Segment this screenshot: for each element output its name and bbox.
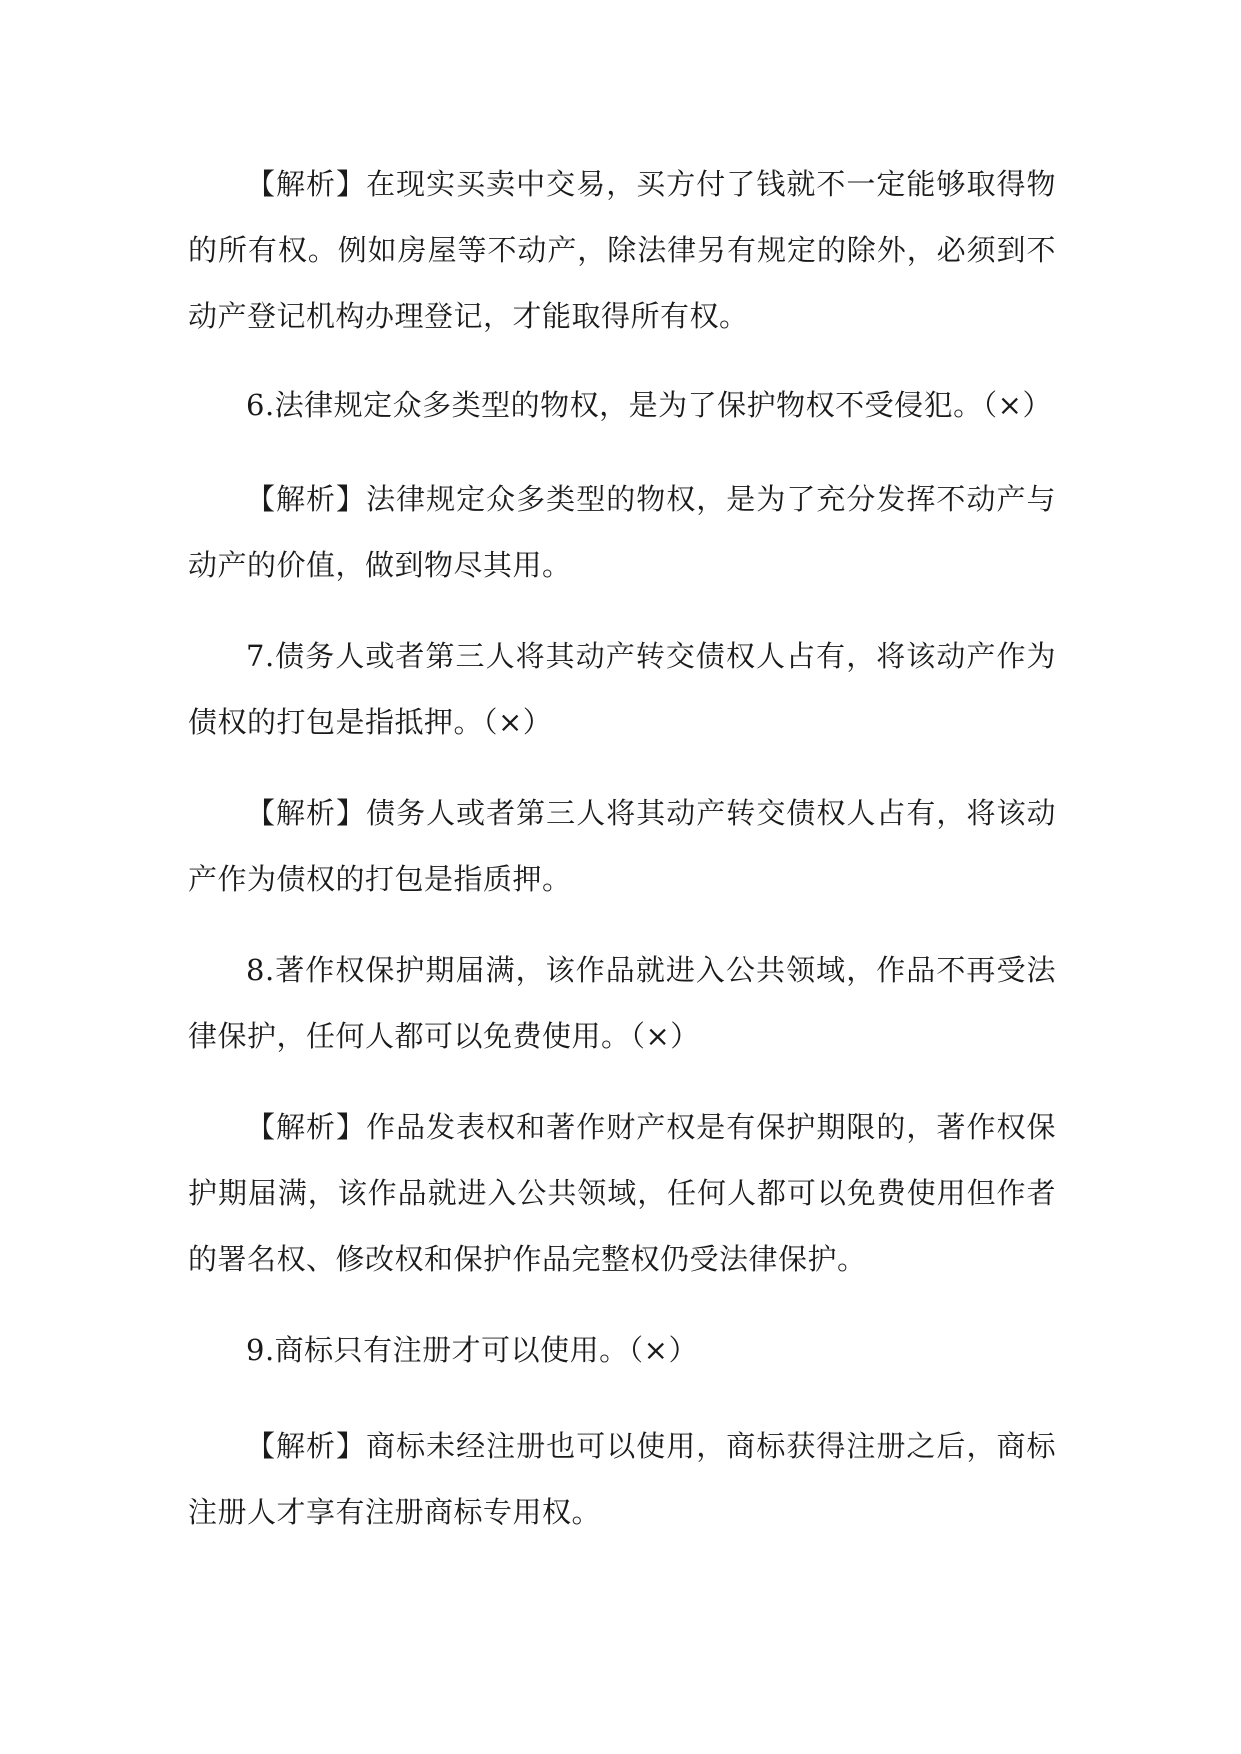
analysis-paragraph: 【解析】债务人或者第三人将其动产转交债权人占有，将该动产作为债权的打包是指质押。 [188, 796, 1056, 896]
analysis-paragraph: 【解析】法律规定众多类型的物权，是为了充分发挥不动产与动产的价值，做到物尽其用。 [188, 482, 1056, 582]
analysis-paragraph: 【解析】作品发表权和著作财产权是有保护期限的，著作权保护期届满，该作品就进入公共领域，任何人都可以免费使用但作者的署名权、修改权和保护作品完整权仍受法律保护。 [188, 1110, 1056, 1276]
question-paragraph: 7.债务人或者第三人将其动产转交债权人占有，将该动产作为债权的打包是指抵押。（×） [188, 639, 1056, 739]
question-paragraph: 9.商标只有注册才可以使用。（×） [246, 1333, 698, 1367]
question-paragraph: 6.法律规定众多类型的物权，是为了保护物权不受侵犯。（×） [246, 388, 1052, 422]
analysis-paragraph: 【解析】商标未经注册也可以使用，商标获得注册之后，商标注册人才享有注册商标专用权。 [188, 1429, 1056, 1529]
analysis-paragraph: 【解析】在现实买卖中交易，买方付了钱就不一定能够取得物的所有权。例如房屋等不动产，除法律另有规定的除外，必须到不动产登记机构办理登记，才能取得所有权。 [188, 167, 1056, 333]
question-paragraph: 8.著作权保护期届满，该作品就进入公共领域，作品不再受法律保护，任何人都可以免费使用。（×） [188, 953, 1056, 1053]
